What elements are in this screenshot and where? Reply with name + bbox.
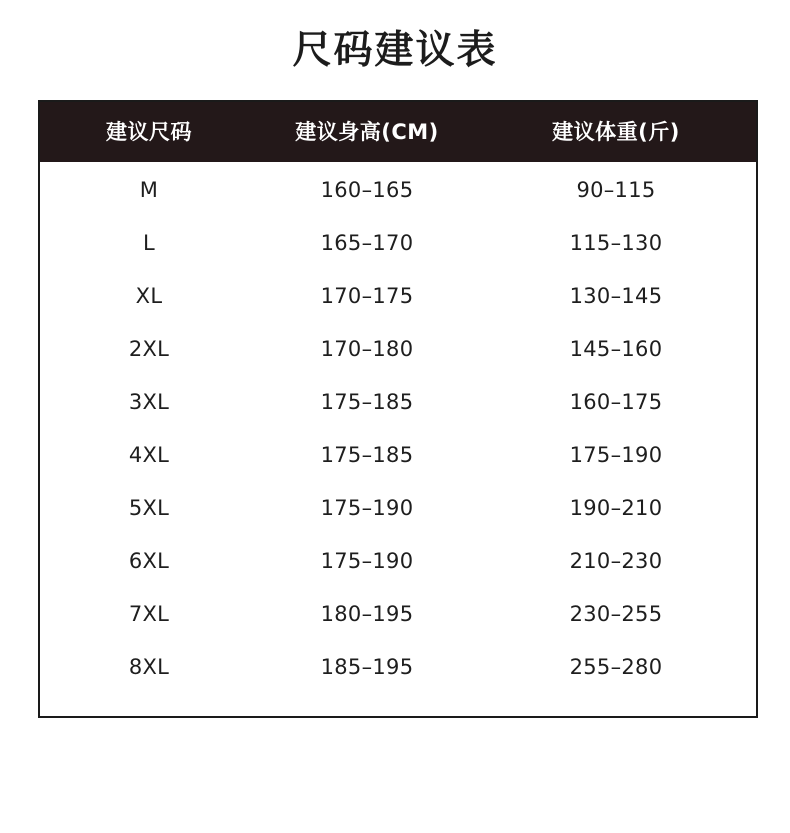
cell-height: 175–185 xyxy=(320,443,414,467)
table-row xyxy=(40,588,756,641)
header-weight: 建议体重(斤) xyxy=(552,120,680,144)
cell-weight: 90–115 xyxy=(576,178,656,202)
table-row xyxy=(40,482,756,535)
cell-weight: 210–230 xyxy=(569,549,663,573)
table-header xyxy=(40,102,756,162)
cell-weight: 255–280 xyxy=(569,655,663,679)
cell-size: 5XL xyxy=(128,496,170,520)
cell-weight: 145–160 xyxy=(569,337,663,361)
cell-height: 175–185 xyxy=(320,390,414,414)
cell-weight: 130–145 xyxy=(569,284,663,308)
cell-height: 170–175 xyxy=(320,284,414,308)
cell-size: XL xyxy=(135,284,163,308)
cell-height: 175–190 xyxy=(320,496,414,520)
cell-weight: 230–255 xyxy=(569,602,663,626)
cell-height: 165–170 xyxy=(320,231,414,255)
page-title: 尺码建议表 xyxy=(292,28,498,73)
header-height: 建议身高(CM) xyxy=(295,120,439,144)
cell-size: L xyxy=(143,231,155,255)
cell-height: 185–195 xyxy=(320,655,414,679)
table-row xyxy=(40,429,756,482)
cell-height: 180–195 xyxy=(320,602,414,626)
cell-height: 175–190 xyxy=(320,549,414,573)
size-chart-table xyxy=(38,100,758,718)
cell-size: 3XL xyxy=(128,390,170,414)
cell-weight: 190–210 xyxy=(569,496,663,520)
cell-height: 170–180 xyxy=(320,337,414,361)
table-row xyxy=(40,323,756,376)
table-row xyxy=(40,217,756,270)
cell-height: 160–165 xyxy=(320,178,414,202)
cell-size: M xyxy=(139,178,159,202)
table-row xyxy=(40,270,756,323)
cell-size: 7XL xyxy=(128,602,170,626)
cell-weight: 160–175 xyxy=(569,390,663,414)
cell-size: 2XL xyxy=(128,337,170,361)
cell-size: 6XL xyxy=(128,549,170,573)
table-row xyxy=(40,641,756,694)
table-row xyxy=(40,376,756,429)
cell-size: 4XL xyxy=(128,443,170,467)
table-row xyxy=(40,164,756,217)
cell-weight: 115–130 xyxy=(569,231,663,255)
table-body xyxy=(40,162,756,694)
cell-size: 8XL xyxy=(128,655,170,679)
header-size: 建议尺码 xyxy=(106,120,192,144)
cell-weight: 175–190 xyxy=(569,443,663,467)
table-row xyxy=(40,535,756,588)
